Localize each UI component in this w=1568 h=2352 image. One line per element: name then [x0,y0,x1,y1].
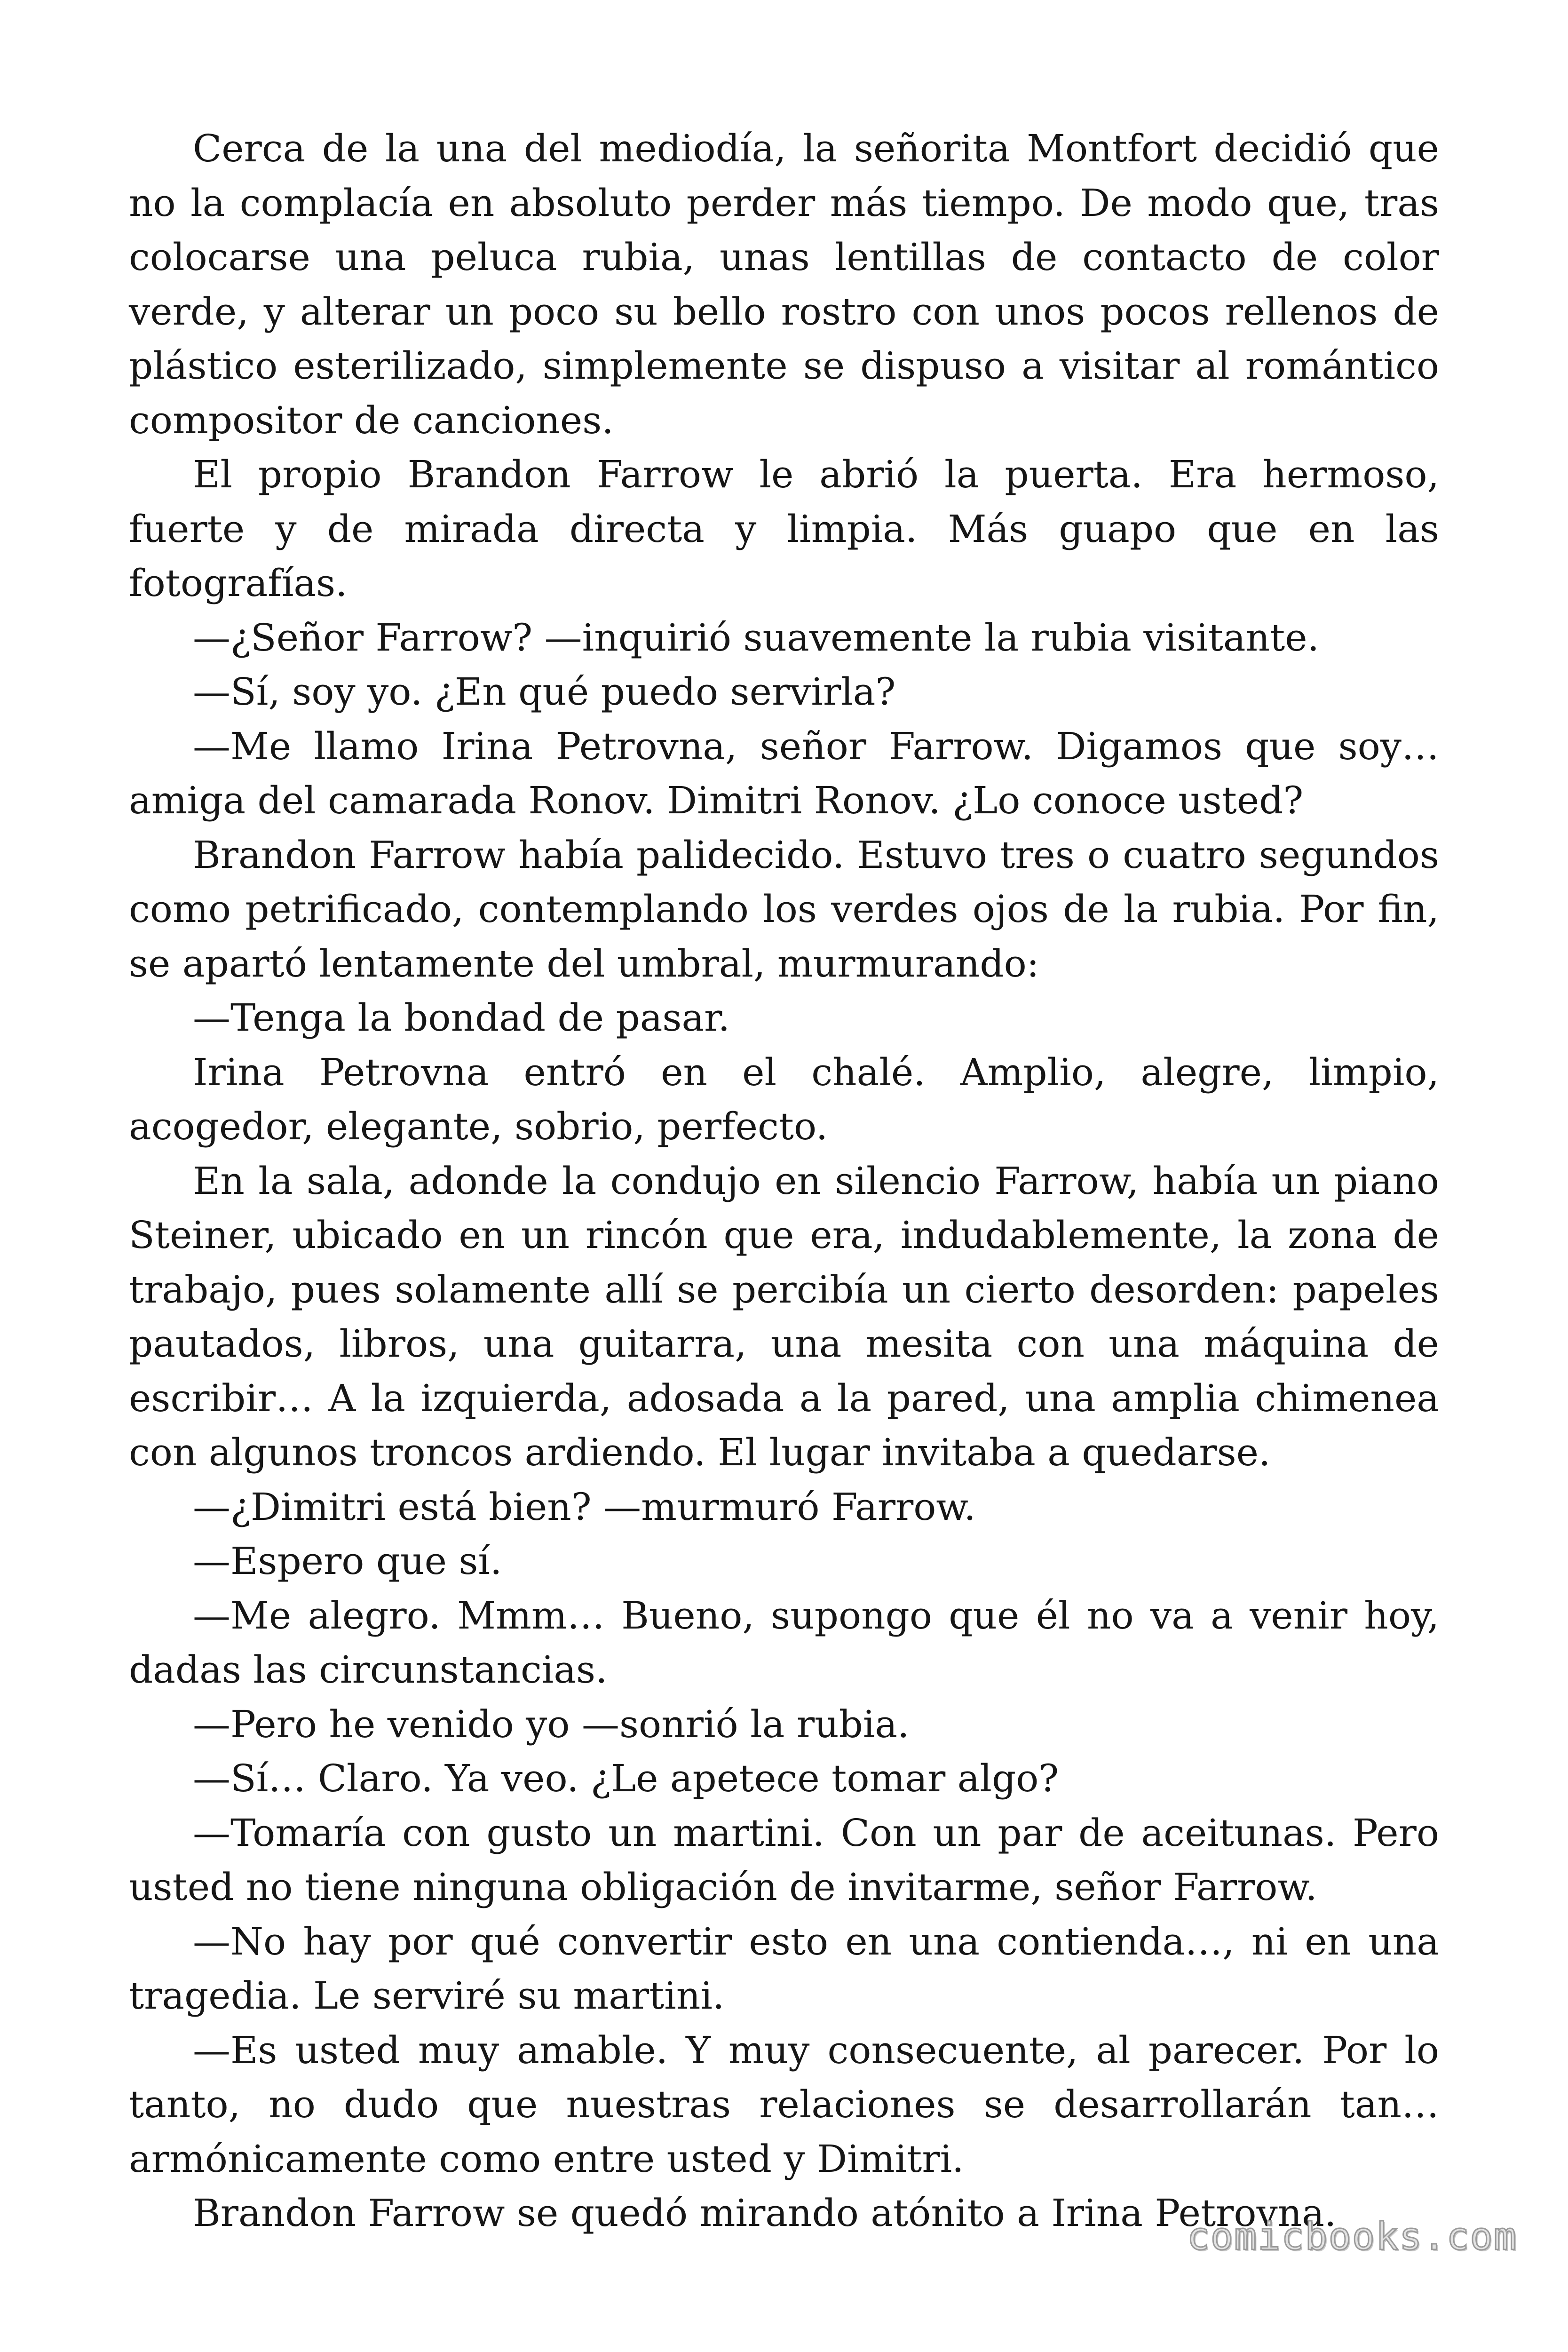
paragraph-18: Brandon Farrow se quedó mirando atónito a Irina Petrovna. [193,2191,1337,2235]
paragraph-7: —Tenga la bondad de pasar. [193,996,730,1040]
paragraph-4: —Sí, soy yo. ¿En qué puedo servirla? [193,670,896,714]
paragraph-5: —Me llamo Irina Petrovna, señor Farrow. Digamos que soy… amiga del camarada Ronov. Dimitri Ronov. ¿Lo conoce usted? [129,724,1439,822]
paragraph-1: Cerca de la una del mediodía, la señorita Montfort decidió que no la complacía en absoluto perder más tiempo. De modo que, tras colocarse una peluca rubia, unas lentillas de contacto de color verde, y alterar un poco su bello rostro con unos pocos rellenos de plástico esterilizado, simplemente se dispuso a visitar al romántico compositor de canciones. [129,127,1439,442]
paragraph-11: —Espero que sí. [193,1539,502,1583]
paragraph-17: —Es usted muy amable. Y muy consecuente, al parecer. Por lo tanto, no dudo que nuestras relaciones se desarrollarán tan… armónicamente como entre usted y Dimitri. [129,2028,1439,2181]
paragraph-9: En la sala, adonde la condujo en silencio Farrow, había un piano Steiner, ubicado en un rincón que era, indudablemente, la zona de trabajo, pues solamente allí se percibía un cierto desorden: papeles pautados, libros, una guitarra, una mesita con una máquina de escribir… A la izquierda, adosada a la pared, una amplia chimenea con algunos troncos ardiendo. El lugar invitaba a quedarse. [129,1159,1439,1474]
paragraph-10: —¿Dimitri está bien? —murmuró Farrow. [193,1485,976,1529]
paragraph-16: —No hay por qué convertir esto en una contienda…, ni en una tragedia. Le serviré su martini. [129,1919,1439,2018]
paragraph-6: Brandon Farrow había palidecido. Estuvo tres o cuatro segundos como petrificado, contemplando los verdes ojos de la rubia. Por fin, se apartó lentamente del umbral, murmurando: [129,833,1439,985]
paragraph-8: Irina Petrovna entró en el chalé. Amplio, alegre, limpio, acogedor, elegante, sobrio, perfecto. [129,1050,1439,1148]
watermark-text: comicbooks.com [1187,2215,1517,2258]
paragraph-15: —Tomaría con gusto un martini. Con un par de aceitunas. Pero usted no tiene ninguna obligación de invitarme, señor Farrow. [129,1811,1439,1909]
paragraph-3: —¿Señor Farrow? —inquirió suavemente la rubia visitante. [193,615,1320,660]
paragraph-13: —Pero he venido yo —sonrió la rubia. [193,1702,910,1746]
paragraph-2: El propio Brandon Farrow le abrió la puerta. Era hermoso, fuerte y de mirada directa y limpia. Más guapo que en las fotografías. [129,453,1439,605]
body-text [129,121,1439,2241]
paragraph-12: —Me alegro. Mmm… Bueno, supongo que él no va a venir hoy, dadas las circunstancias. [129,1593,1439,1692]
paragraph-14: —Sí… Claro. Ya veo. ¿Le apetece tomar algo? [193,1756,1059,1800]
